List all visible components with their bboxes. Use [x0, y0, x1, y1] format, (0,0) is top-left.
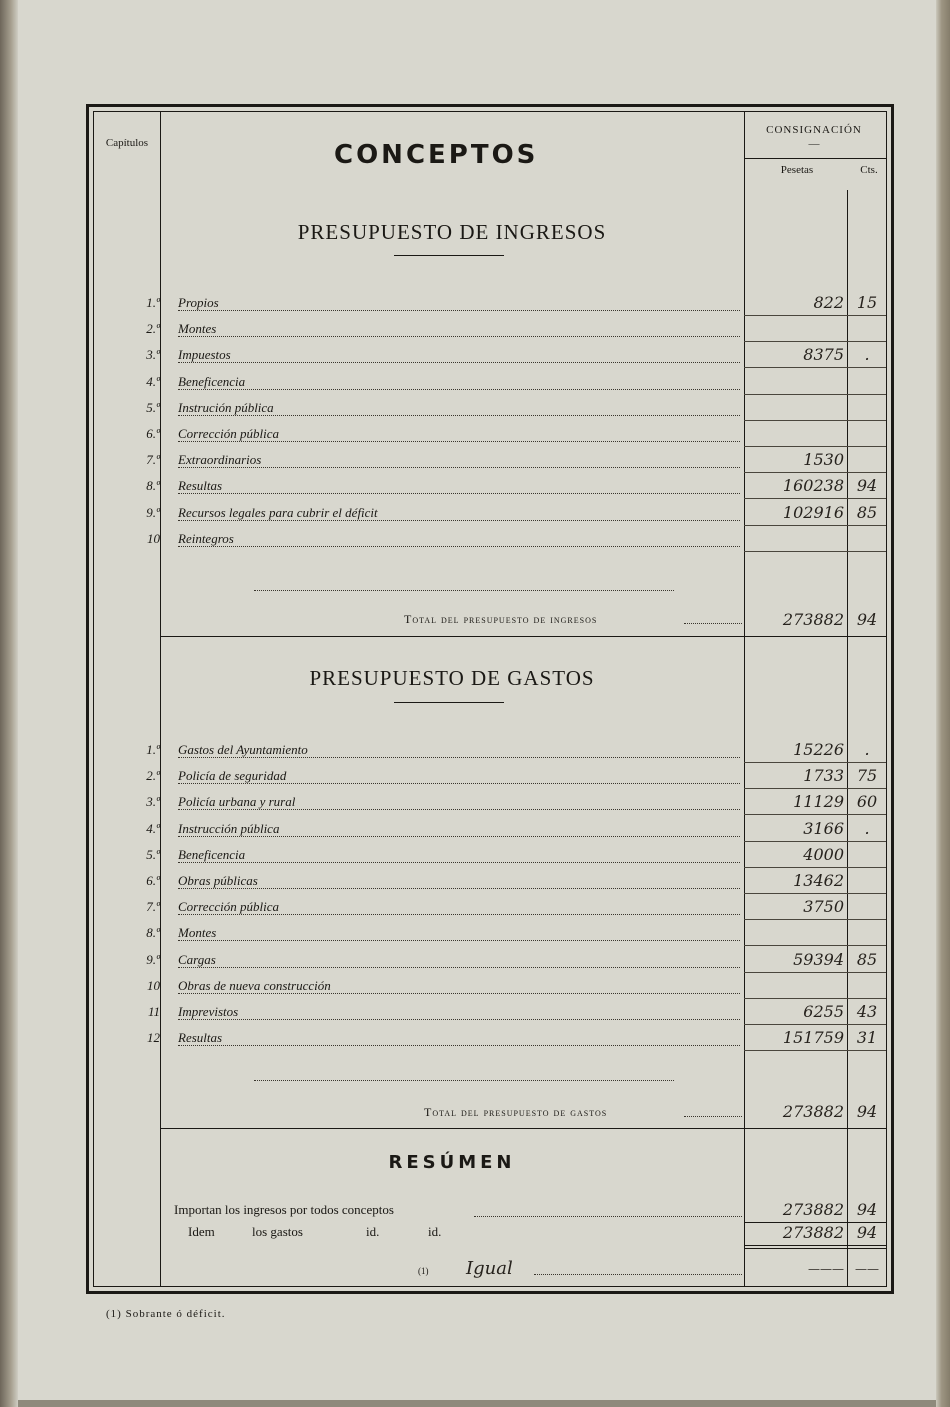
resumen-gastos-cts: 94 [856, 1223, 878, 1242]
amount-pesetas: 59394 [793, 949, 844, 969]
concept-text: Corrección pública [178, 426, 283, 441]
amount-underline [744, 1050, 886, 1051]
concept-text: Corrección pública [178, 899, 283, 914]
ingresos-total-cts: 94 [856, 610, 878, 629]
amount-underline [744, 893, 886, 894]
gastos-row [94, 768, 886, 794]
resumen-gastos-id-1: id. [366, 1224, 380, 1239]
ingresos-title-rule [394, 255, 504, 256]
chapter-number: 2.º [146, 321, 160, 337]
chapter-number: 1.º [146, 295, 160, 310]
amount-cts: 94 [856, 476, 878, 496]
concept-label [178, 794, 738, 810]
amount-pesetas: 11129 [793, 792, 844, 812]
chapter-number: 2.º [146, 768, 160, 784]
resumen-gastos-pesetas: 273882 [782, 1223, 844, 1242]
resumen-ingresos-label: Importan los ingresos por todos conceptos [174, 1202, 394, 1217]
resumen-saldo-leader [534, 1274, 742, 1275]
ingresos-row [94, 347, 886, 373]
chapter-number: 4.º [146, 373, 160, 389]
chapter-number: 5.º [146, 846, 160, 862]
amount-pesetas: 822 [813, 293, 844, 312]
resumen-handwritten-igual: Igual [466, 1258, 513, 1279]
chapter-number: 7.º [146, 452, 160, 468]
gastos-row [94, 978, 886, 1004]
chapter-number: 10 [147, 530, 160, 546]
resumen-gastos-idem: Idem [188, 1224, 215, 1239]
concept-text: Resultas [178, 478, 226, 493]
resumen-footnote-mark: (1) [418, 1266, 429, 1276]
amount-pesetas: 160238 [782, 476, 844, 496]
concept-label [178, 505, 738, 521]
ingresos-row [94, 295, 886, 321]
concept-text: Policía urbana y rural [178, 794, 299, 809]
amount-underline [744, 525, 886, 526]
ingresos-title: PRESUPUESTO DE INGRESOS [297, 220, 607, 244]
amount-pesetas: 15226 [793, 740, 844, 759]
concept-text: Obras públicas [178, 873, 262, 888]
resumen-gastos-label: los gastos [252, 1224, 303, 1239]
concept-label [178, 400, 738, 416]
concept-label [178, 978, 738, 994]
ingresos-separator [254, 590, 674, 591]
concept-text: Resultas [178, 1030, 226, 1045]
concept-label [178, 952, 738, 968]
gastos-total-pesetas: 273882 [782, 1102, 844, 1121]
concept-text: Policía de seguridad [178, 768, 290, 783]
chapter-number: 3.º [146, 794, 160, 810]
concept-label [178, 742, 738, 758]
chapter-number: 8.º [146, 925, 160, 941]
ingresos-row [94, 452, 886, 478]
amount-underline [744, 315, 886, 316]
header-capitulos: Capítulos [105, 137, 149, 149]
chapter-number: 8.º [146, 478, 160, 494]
resumen-gastos-id-2: id. [428, 1224, 442, 1239]
amount-underline [744, 1024, 886, 1025]
amount-underline [744, 472, 886, 473]
concept-label [178, 847, 738, 863]
ingresos-row [94, 531, 886, 557]
concept-label [178, 899, 738, 915]
ingresos-row [94, 400, 886, 426]
chapter-number: 10 [147, 977, 160, 993]
ingresos-total-rule [160, 636, 886, 637]
gastos-title: PRESUPUESTO DE GASTOS [309, 666, 595, 690]
amount-underline [744, 420, 886, 421]
budget-table [93, 111, 887, 1287]
budget-table-frame [86, 104, 894, 1294]
gastos-row [94, 899, 886, 925]
amount-underline [744, 919, 886, 920]
amount-cts: 15 [856, 293, 878, 312]
amount-underline [744, 367, 886, 368]
amount-cts: 31 [856, 1028, 878, 1048]
amount-cts: 85 [856, 949, 878, 969]
amount-cts: 85 [856, 502, 878, 522]
header-consignacion: CONSIGNACIÓN [766, 124, 862, 136]
chapter-number: 4.º [146, 820, 160, 836]
ingresos-row [94, 502, 886, 531]
concept-text: Beneficencia [178, 374, 249, 389]
chapter-number: 7.º [146, 899, 160, 915]
chapter-number: 9.º [146, 951, 160, 967]
concept-label [178, 452, 738, 468]
gastos-row [94, 1004, 886, 1030]
amount-cts: 75 [856, 766, 878, 786]
header-pesetas: Pesetas [780, 164, 814, 176]
ingresos-row [94, 321, 886, 347]
gastos-row [94, 1030, 886, 1056]
chapter-number: 11 [147, 1004, 160, 1019]
gastos-row [94, 818, 886, 847]
ingresos-row [94, 426, 886, 452]
concept-text: Impuestos [178, 347, 235, 362]
page-footnote: (1) Sobrante ó déficit. [106, 1308, 226, 1320]
chapter-number: 6.º [146, 873, 160, 888]
amount-pesetas: 3750 [803, 897, 844, 917]
chapter-number: 3.º [146, 347, 160, 363]
amount-underline [744, 341, 886, 342]
ingresos-row [94, 478, 886, 504]
amount-cts: . [864, 740, 870, 759]
concept-text: Extraordinarios [178, 452, 265, 467]
ingresos-total-pesetas: 273882 [782, 610, 844, 629]
amount-pesetas: 3166 [803, 818, 844, 838]
chapter-number: 9.º [146, 504, 160, 520]
consignacion-divider [744, 158, 886, 159]
concept-text: Imprevistos [178, 1004, 242, 1019]
concept-label [178, 873, 738, 889]
chapter-number: 1.º [146, 742, 160, 757]
gastos-total-leader [684, 1116, 742, 1117]
header-conceptos: CONCEPTOS [334, 140, 539, 170]
amount-cts: . [864, 345, 870, 365]
amount-pesetas: 1530 [803, 450, 844, 470]
amount-pesetas: 6255 [803, 1002, 844, 1021]
concept-label [178, 374, 738, 390]
gastos-row [94, 949, 886, 978]
concept-label [178, 321, 738, 337]
ingresos-total-leader [684, 623, 742, 624]
amount-underline [744, 945, 886, 946]
concept-text: Montes [178, 321, 220, 336]
concept-text: Instrucción pública [178, 821, 283, 836]
amount-underline [744, 498, 886, 499]
amount-underline [744, 788, 886, 789]
page-binding-edge [0, 0, 18, 1407]
concept-text: Obras de nueva construcción [178, 978, 335, 993]
concept-label [178, 925, 738, 941]
gastos-row [94, 794, 886, 820]
page-right-edge [936, 0, 950, 1407]
gastos-total-label: Total del presupuesto de gastos [424, 1105, 608, 1119]
gastos-total-rule [160, 1128, 886, 1129]
amount-underline [744, 972, 886, 973]
concept-text: Recursos legales para cubrir el déficit [178, 505, 382, 520]
resumen-rule-3 [744, 1248, 886, 1249]
amount-underline [744, 814, 886, 815]
resumen-rule-2 [744, 1245, 886, 1246]
concept-text: Propios [178, 295, 223, 310]
gastos-row [94, 925, 886, 951]
concept-label [178, 821, 738, 837]
gastos-separator [254, 1080, 674, 1081]
resumen-saldo-cts: —— [855, 1262, 879, 1276]
resumen-ingresos-cts: 94 [856, 1200, 878, 1219]
chapter-number: 5.º [146, 399, 160, 415]
ingresos-row [94, 374, 886, 400]
gastos-row [94, 742, 886, 768]
amount-pesetas: 13462 [793, 871, 844, 890]
amount-cts: 43 [856, 1002, 878, 1021]
amount-pesetas: 102916 [782, 502, 844, 522]
gastos-title-rule [394, 702, 504, 703]
amount-pesetas: 1733 [803, 766, 844, 786]
gastos-row [94, 873, 886, 899]
amount-underline [744, 867, 886, 868]
resumen-title: RESÚMEN [388, 1152, 516, 1173]
chapter-number: 12 [147, 1030, 160, 1046]
concept-label [178, 1030, 738, 1046]
ingresos-total-label: Total del presupuesto de ingresos [404, 612, 598, 626]
amount-pesetas: 4000 [803, 844, 844, 864]
chapter-number: 6.º [146, 426, 160, 441]
concept-label [178, 768, 738, 784]
concept-label [178, 478, 738, 494]
concept-label [178, 531, 738, 547]
amount-underline [744, 446, 886, 447]
amount-underline [744, 841, 886, 842]
resumen-ingresos-leader [474, 1216, 742, 1217]
resumen-saldo-pesetas: ——— [808, 1262, 844, 1276]
concept-label [178, 347, 738, 363]
amount-cts: 60 [856, 792, 878, 812]
amount-underline [744, 551, 886, 552]
concept-text: Gastos del Ayuntamiento [178, 742, 312, 757]
gastos-total-cts: 94 [856, 1102, 878, 1121]
concept-text: Instrución pública [178, 400, 278, 415]
resumen-ingresos-pesetas: 273882 [782, 1200, 844, 1219]
amount-underline [744, 762, 886, 763]
concept-text: Beneficencia [178, 847, 249, 862]
column-divider-consignacion [744, 112, 745, 1286]
amount-underline [744, 394, 886, 395]
concept-label [178, 295, 738, 311]
amount-underline [744, 998, 886, 999]
amount-pesetas: 151759 [782, 1028, 844, 1048]
amount-pesetas: 8375 [803, 345, 844, 365]
concept-label [178, 1004, 738, 1020]
concept-text: Montes [178, 925, 220, 940]
column-divider-capitulos [160, 112, 161, 1286]
concept-text: Cargas [178, 952, 220, 967]
amount-cts: . [864, 818, 870, 838]
header-dash: — [808, 138, 820, 150]
concept-label [178, 426, 738, 442]
concept-text: Reintegros [178, 531, 238, 546]
gastos-row [94, 844, 886, 873]
header-cts: Cts. [860, 164, 878, 176]
